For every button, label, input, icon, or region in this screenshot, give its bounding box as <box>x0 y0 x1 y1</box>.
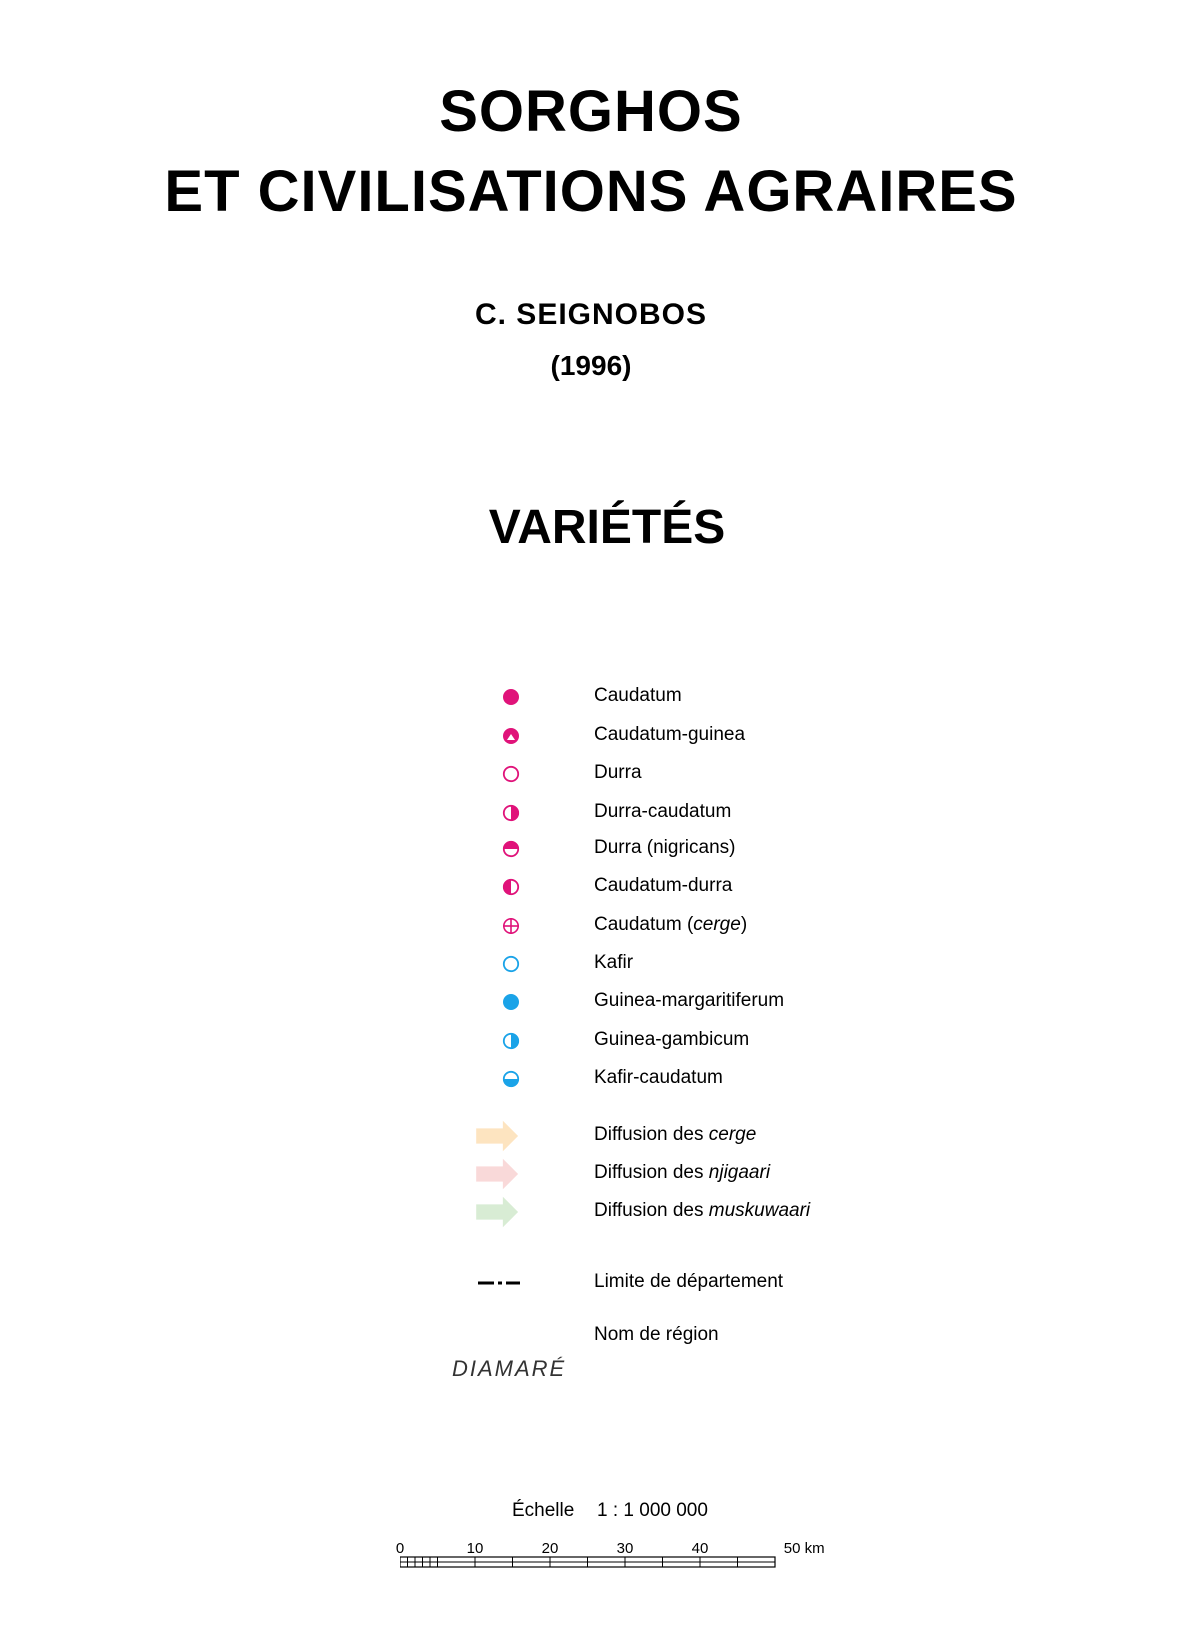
scale-bar <box>400 1556 780 1576</box>
legend-item-variety <box>440 1024 940 1058</box>
variety-label: Kafir-caudatum <box>594 1067 723 1088</box>
variety-symbol-icon <box>440 870 520 904</box>
diffusion-label: Diffusion des njigaari <box>594 1162 771 1183</box>
legend-item-variety <box>440 757 940 791</box>
diffusion-arrow-icon <box>440 1195 520 1229</box>
variety-symbol-icon <box>440 1024 520 1058</box>
legend-item-variety <box>440 719 940 753</box>
variety-label: Durra-caudatum <box>594 801 732 822</box>
scale-tick-label: 50 km <box>783 1540 825 1557</box>
legend-item-variety <box>440 909 940 943</box>
scale-tick-label: 30 <box>616 1540 634 1557</box>
variety-symbol-icon <box>440 796 520 830</box>
boundary-label: Limite de département <box>594 1271 784 1292</box>
scale-tick-label: 0 <box>395 1540 405 1557</box>
legend-item-diffusion <box>440 1195 940 1229</box>
variety-label: Guinea-margaritiferum <box>594 990 785 1011</box>
diffusion-label: Diffusion des cerge <box>594 1124 757 1145</box>
variety-label: Durra (nigricans) <box>594 837 736 858</box>
variety-symbol-icon <box>440 832 520 866</box>
legend-item-variety <box>440 870 940 904</box>
variety-label: Caudatum (cerge) <box>594 914 748 935</box>
variety-symbol-icon <box>440 985 520 1019</box>
variety-label: Guinea-gambicum <box>594 1029 750 1050</box>
scale-tick-label: 10 <box>466 1540 484 1557</box>
variety-symbol-icon <box>440 909 520 943</box>
region-label: Nom de région <box>594 1324 719 1345</box>
scale-tick-label: 40 <box>691 1540 709 1557</box>
variety-label: Durra <box>594 762 642 783</box>
legend-item-diffusion <box>440 1157 940 1191</box>
legend-item-region <box>440 1319 940 1353</box>
map-title-line1: SORGHOS <box>439 79 743 144</box>
legend-item-variety <box>440 832 940 866</box>
legend-item-diffusion <box>440 1119 940 1153</box>
legend-item-variety <box>440 1062 940 1096</box>
diffusion-arrow-icon <box>440 1157 520 1191</box>
variety-label: Caudatum-guinea <box>594 724 746 745</box>
legend-item-variety <box>440 796 940 830</box>
variety-label: Caudatum-durra <box>594 875 733 896</box>
section-title: VARIÉTÉS <box>488 501 726 554</box>
legend-item-variety <box>440 947 940 981</box>
publication-year: (1996) <box>550 350 632 381</box>
variety-label: Caudatum <box>594 685 682 706</box>
map-title-line2: ET CIVILISATIONS AGRAIRES <box>164 159 1018 224</box>
scale-label: Échelle <box>512 1500 575 1521</box>
author: C. SEIGNOBOS <box>474 298 708 331</box>
diffusion-arrow-icon <box>440 1119 520 1153</box>
legend-item-boundary <box>440 1266 940 1300</box>
diffusion-label: Diffusion des muskuwaari <box>594 1200 811 1221</box>
scale-ratio: 1 : 1 000 000 <box>597 1500 708 1521</box>
scale-tick-label: 20 <box>541 1540 559 1557</box>
variety-label: Kafir <box>594 952 634 973</box>
variety-symbol-icon <box>440 1062 520 1096</box>
variety-symbol-icon <box>440 680 520 714</box>
legend-item-variety <box>440 680 940 714</box>
region-name-sample: DIAMARÉ <box>452 1356 567 1381</box>
variety-symbol-icon <box>440 947 520 981</box>
variety-symbol-icon <box>440 757 520 791</box>
dash-dot-line-icon <box>440 1266 520 1300</box>
variety-symbol-icon <box>440 719 520 753</box>
legend-item-variety <box>440 985 940 1019</box>
